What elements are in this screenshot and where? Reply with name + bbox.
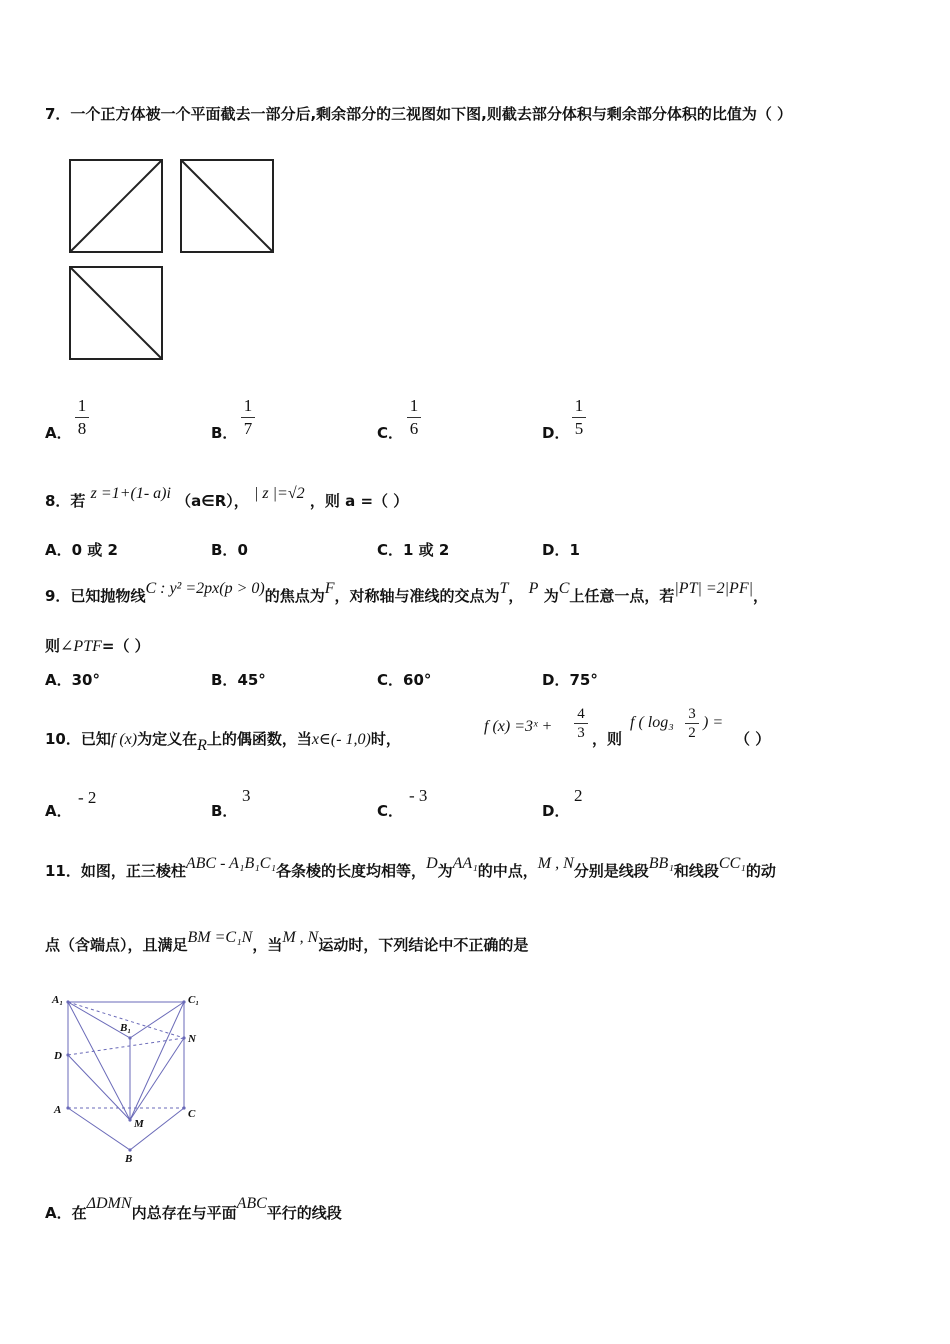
label-m: M xyxy=(134,1118,144,1130)
label-b: B xyxy=(125,1153,133,1165)
label-n: N xyxy=(188,1033,196,1045)
q7-stem: 7．一个正方体被一个平面截去一部分后,剩余部分的三视图如下图,则截去部分体积与剩余部分体积的比值为（ ） xyxy=(45,105,793,123)
q7-option-b[interactable]: B． xyxy=(211,424,238,442)
q9-option-d[interactable]: D．75° xyxy=(542,671,598,689)
q10-fdef: f (x) =3ˣ + xyxy=(484,718,553,735)
q7-option-d-fraction: 1 5 xyxy=(572,396,586,439)
q8-option-a[interactable]: A．0 或 2 xyxy=(45,541,118,559)
q9-option-c[interactable]: C．60° xyxy=(377,671,432,689)
q10-option-c[interactable]: C． xyxy=(377,802,404,820)
q10-option-a[interactable]: A． xyxy=(45,802,72,820)
q8-option-b[interactable]: B．0 xyxy=(211,541,248,559)
q10-option-c-value: - 3 xyxy=(409,786,428,805)
q7-option-a[interactable]: A． xyxy=(45,424,72,442)
q9-stem-line1: 9．已知抛物线C : y² =2px(p > 0)的焦点为F，对称轴与准线的交点为T， P 为C上任意一点，若|PT| =2|PF|， xyxy=(45,580,769,605)
q7-option-d[interactable]: D． xyxy=(542,424,570,442)
label-c1: C₁ xyxy=(188,994,200,1006)
prism-figure xyxy=(48,990,228,1165)
q9-option-a[interactable]: A．30° xyxy=(45,671,100,689)
q7-option-c[interactable]: C． xyxy=(377,424,404,442)
label-b1: B₁ xyxy=(120,1022,132,1034)
label-d: D xyxy=(54,1050,62,1062)
q11-option-a[interactable]: A．在ΔDMN内总存在与平面ABC平行的线段 xyxy=(45,1195,342,1222)
q9-stem-line2: 则∠PTF=（ ） xyxy=(45,637,150,655)
q7-option-c-fraction: 1 6 xyxy=(407,396,421,439)
q7-option-a-fraction: 1 8 xyxy=(75,396,89,439)
q10-option-a-value: - 2 xyxy=(78,788,97,807)
q10-frac: 4 3 xyxy=(574,706,588,741)
q10-option-d-value: 2 xyxy=(574,786,583,805)
q9-option-b[interactable]: B．45° xyxy=(211,671,266,689)
q10-option-b-value: 3 xyxy=(242,786,251,805)
q8-stem: 8．若 z =1+(1- a)i （a∈R）， | z |=√2 ，则 a =（ ） xyxy=(45,485,409,510)
q10-log-frac: 3 2 xyxy=(685,706,699,741)
q11-stem-line2: 点（含端点），且满足BM =C₁N，当M , N运动时，下列结论中不正确的是 xyxy=(45,929,529,954)
three-view-figure xyxy=(62,152,302,367)
label-c: C xyxy=(188,1108,196,1120)
q7-option-b-fraction: 1 7 xyxy=(241,396,255,439)
q10-bracket: （ ） xyxy=(735,730,771,748)
q8-option-d[interactable]: D．1 xyxy=(542,541,580,559)
label-a: A xyxy=(54,1104,62,1116)
q10-then: ，则 xyxy=(592,730,623,748)
q10-option-d[interactable]: D． xyxy=(542,802,570,820)
q10-option-b[interactable]: B． xyxy=(211,802,238,820)
label-a1: A₁ xyxy=(52,994,64,1006)
q10-stem: 10．已知f (x)为定义在R上的偶函数，当x∈(- 1,0)时， xyxy=(45,730,401,754)
q11-stem-line1: 11．如图，正三棱柱ABC - A₁B₁C₁各条棱的长度均相等，D为AA₁的中点，M , N分别是线段BB₁和线段CC₁的动 xyxy=(45,855,776,880)
q8-option-c[interactable]: C．1 或 2 xyxy=(377,541,450,559)
q10-flog: f ( log₃ xyxy=(630,714,674,731)
q10-eq: ) = xyxy=(703,714,724,731)
